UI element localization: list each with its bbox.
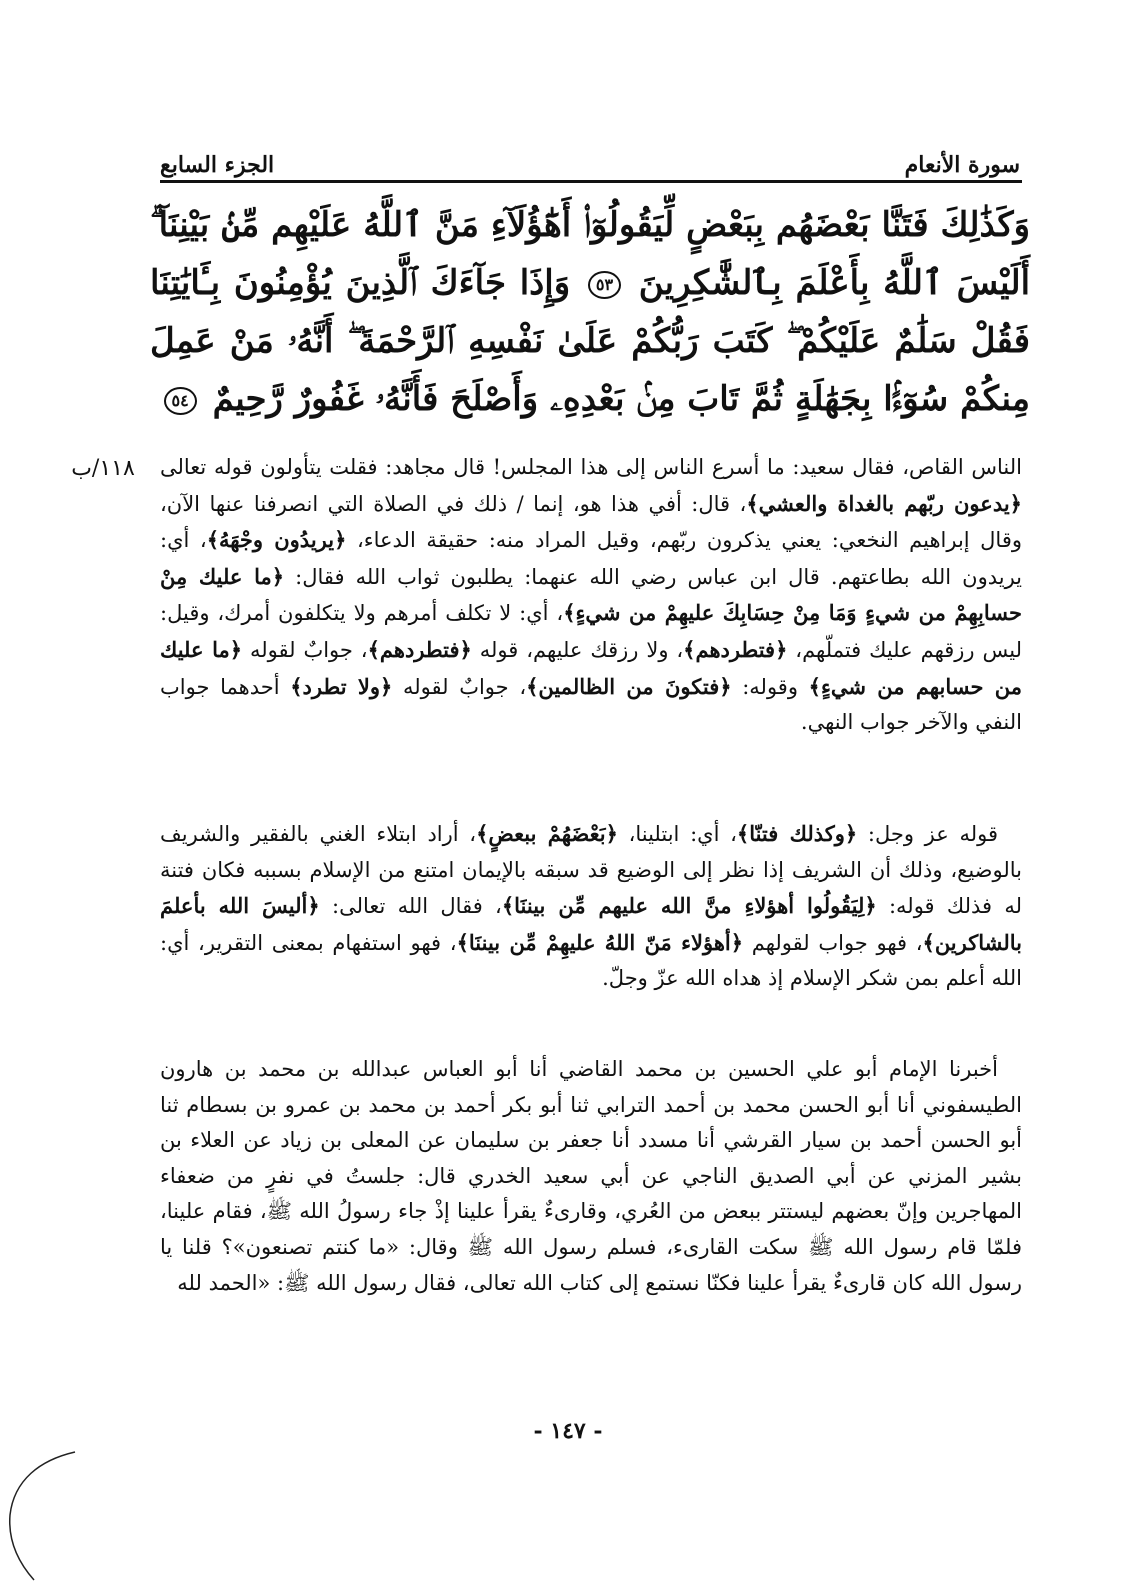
commentary-paragraph-2 xyxy=(160,816,1022,997)
running-header xyxy=(160,138,1020,178)
text-run: ، جوابٌ لقوله xyxy=(242,637,368,662)
surah-title: سورة الأنعام xyxy=(904,152,1020,178)
quote-run: ﴿أليسَ الله بأعلمَ بالشاكرين﴾ xyxy=(160,893,1023,955)
quote-run: ﴿فتكونَ من الظالمين﴾ xyxy=(526,673,732,699)
header-rule xyxy=(160,180,1022,183)
text-run: ، أي: ابتلينا، xyxy=(617,822,737,846)
quote-run: ﴿وكذلك فتنّا﴾ xyxy=(736,821,858,846)
quote-run: ﴿بَعْضَهُمْ ببعضٍ﴾ xyxy=(476,821,618,846)
quran-verses xyxy=(150,196,1030,428)
text-run: الناس القاص، فقال سعيد: ما أسرع الناس إلى هذا المجلس! قال مجاهد: فقلت يتأولون قوله تعالى xyxy=(160,455,1022,479)
quote-run: ﴿فتطردهم﴾ xyxy=(367,636,472,662)
scan-corner-curve xyxy=(0,1430,90,1589)
text-run: أحدهما جواب النفي والآخر جواب النهي. xyxy=(160,674,1022,735)
quran-verse-54: وَإِذَا جَآءَكَ ٱلَّذِينَ يُؤْمِنُونَ بِـَٔايَٰتِنَا فَقُلْ سَلَٰمٌ عَلَيْكُمْ ۖ كَتَبَ رَبُّكُمْ عَلَىٰ نَفْسِهِ ٱلرَّحْمَةَ ۖ أَنَّهُۥ مَنْ عَمِلَ مِنكُمْ سُوٓءًۢا بِجَهَٰلَةٍ ثُمَّ تَابَ مِنۢ بَعْدِهِۦ وَأَصْلَحَ فَأَنَّهُۥ غَفُورٌ رَّحِيمٌ xyxy=(150,263,1030,419)
manuscript-folio-note: ١١٨/ب xyxy=(71,456,135,481)
quote-run: ﴿لِيَقُولُوا أهؤلاءِ منَّ الله عليهم مِّن بيننَا﴾ xyxy=(501,893,877,919)
ayah-number-53: ٥٣ xyxy=(588,271,621,299)
quote-run: ﴿ما عليك مِنْ حسابِهِمْ من شيءٍ وَمَا مِنْ حِسَابِكَ عليهِمْ من شيءٍ﴾ xyxy=(160,563,1022,626)
quran-verse-53: وَكَذَٰلِكَ فَتَنَّا بَعْضَهُم بِبَعْضٍ لِّيَقُولُوٓا۟ أَهَٰٓؤُلَآءِ مَنَّ ٱللَّهُ عَلَيْهِم مِّنۢ بَيْنِنَآ ۗ أَلَيْسَ ٱللَّهُ بِأَعْلَمَ بِٱلشَّٰكِرِينَ xyxy=(150,205,1031,303)
text-run: ، ولا رزقك عليهم، قوله xyxy=(471,637,684,662)
text-run: ، أراد ابتلاء الغني بالفقير والشريف بالوضيع، وذلك أن الشريف إذا نظر إلى الوضيع قد سبقه بالإيمان امتنع من الإسلام بسببه فكان فتنة له فذلك قوله: xyxy=(160,822,1023,919)
ayah-number-54: ٥٤ xyxy=(164,387,197,415)
quote-run: ﴿أهؤلاء مَنّ اللهُ عليهِمْ مِّن بيننَا﴾ xyxy=(456,929,744,955)
text-run: ، فهو جواب لقولهم xyxy=(743,930,923,955)
commentary-paragraph-1 xyxy=(160,450,1022,741)
text-run: ، فهو استفهام بمعنى التقرير، أي: الله أعلم بمن شكر الإسلام إذ هداه الله عزّ وجلّ. xyxy=(160,930,1022,991)
quote-run: ﴿ما عليك من حسابهم من شيءٍ﴾ xyxy=(160,636,1022,699)
text-run: ، أي: لا تكلف أمرهم ولا يتكلفون أمرك، وقيل: ليس رزقهم عليك فتملّهم، xyxy=(160,601,1023,662)
hadith-paragraph: أخبرنا الإمام أبو علي الحسين بن محمد القاضي أنا أبو العباس عبدالله بن محمد بن هارون الطيسفوني أنا أبو الحسن محمد بن أحمد الترابي ثنا أبو بكر أحمد بن محمد بن عمرو بن بسطام ثنا أبو الحسن أحمد بن سيار القرشي أنا مسدد أنا جعفر بن سليمان عن المعلى بن زياد عن العلاء بن بشير المزني عن أبي الصديق الناجي عن أبي سعيد الخدري قال: جلستُ في نفرٍ من ضعفاء المهاجرين وإنّ بعضهم ليستتر ببعض من العُري، وقارىءٌ يقرأ علينا إذْ جاء رسولُ الله ﷺ، فقام علينا، فلمّا قام رسول الله ﷺ سكت القارىء، فسلم رسول الله ﷺ وقال: «ما كنتم تصنعون»؟ قلنا يا رسول الله كان قارىءٌ يقرأ علينا فكنّا نستمع إلى كتاب الله تعالى، فقال رسول الله ﷺ: «الحمد لله xyxy=(160,1057,1022,1295)
text-run: ، فقال الله تعالى: xyxy=(319,894,502,919)
text-run: وقوله: xyxy=(731,674,809,699)
text-run: ، جوابٌ لقوله xyxy=(392,674,527,699)
quote-run: ﴿ولا تطرد﴾ xyxy=(290,673,393,699)
text-run: ، قال: أفي هذا هو، إنما / ذلك في الصلاة التي انصرفنا عنها الآن، وقال إبراهيم النخعي: يعني يذكرون ربّهم، وقيل المراد منه: حقيقة الدعاء، xyxy=(160,491,1023,553)
page-number: - ١٤٧ - xyxy=(533,1418,603,1444)
quote-run: ﴿يريدُون وجْهَهُ﴾ xyxy=(206,527,347,553)
text-run: قوله عز وجل: xyxy=(857,822,998,846)
juz-title: الجزء السابع xyxy=(160,152,275,178)
text-run: ، أي: يريدون الله بطاعتهم. قال ابن عباس رضي الله عنهما: يطلبون ثواب الله فقال: xyxy=(160,528,1023,589)
quote-run: ﴿يدعون ربّهم بالغداة والعشي﴾ xyxy=(746,490,1022,516)
quote-run: ﴿فتطردهم﴾ xyxy=(683,636,788,662)
